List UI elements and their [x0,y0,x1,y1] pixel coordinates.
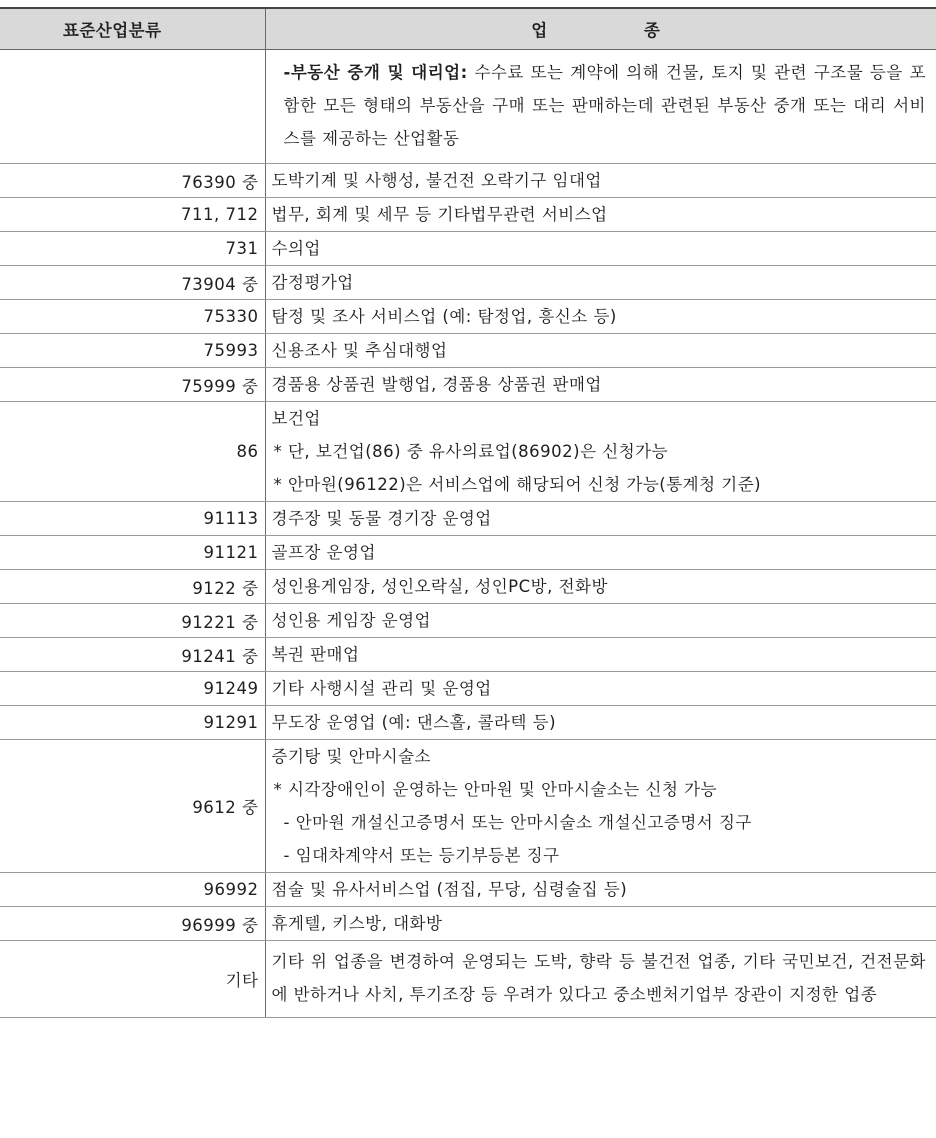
other-desc [265,941,936,1018]
row-code: 9612 중 [0,740,265,873]
row-code: 96999 중 [0,907,265,941]
other-code: 기타 [0,941,265,1018]
row-desc [265,334,936,368]
row-code: 73904 중 [0,266,265,300]
row-desc [265,368,936,402]
row-code: 91113 [0,502,265,536]
table-row [0,638,936,672]
row-code: 91249 [0,672,265,706]
row-desc [265,706,936,740]
row-code: 91221 중 [0,604,265,638]
row-desc-line: 경주장 및 동물 경기장 운영업 [271,509,492,528]
row-desc-line: 휴게텔, 키스방, 대화방 [271,914,443,933]
row-desc [265,232,936,266]
table-row [0,266,936,300]
table-row [0,873,936,907]
table-row [0,334,936,368]
row-note-line: * 단, 보건업(86) 중 유사의료업(86902)은 신청가능 [273,442,669,461]
row-desc-line: 기타 사행시설 관리 및 운영업 [271,679,492,698]
row-desc-line: 성인용게임장, 성인오락실, 성인PC방, 전화방 [271,577,608,596]
row-desc-line: 탐정 및 조사 서비스업 (예: 탐정업, 흥신소 등) [271,307,617,326]
row-code: 711, 712 [0,198,265,232]
row-code: 9122 중 [0,570,265,604]
table-header [0,8,936,50]
row-desc [265,198,936,232]
header-industry: 업 종 [265,8,936,50]
other-paragraph: 기타 위 업종을 변경하여 운영되는 도박, 향락 등 불건전 업종, 기타 국민보건, 건전문화에 반하거나 사치, 투기조장 등 우려가 있다고 중소벤처기업부 장관이 지정한 업종 [271,952,926,1004]
intro-code-cell [0,50,265,164]
table-row [0,402,936,502]
row-desc [265,266,936,300]
intro-lead: -부동산 중개 및 대리업: [283,63,468,82]
row-code: 91291 [0,706,265,740]
row-code: 86 [0,402,265,502]
row-note-line: * 안마원(96122)은 서비스업에 해당되어 신청 가능(통계청 기준) [273,475,762,494]
row-desc [265,300,936,334]
table-row [0,232,936,266]
intro-row [0,50,936,164]
table-row [0,740,936,873]
row-desc-line: 경품용 상품권 발행업, 경품용 상품권 판매업 [271,375,602,394]
row-desc-line: 증기탕 및 안마시술소 [271,747,431,766]
intro-text: 수수료 또는 계약에 의해 건물, 토지 및 관련 구조물 등을 포함한 모든 형태의 부동산을 구매 또는 판매하는데 관련된 부동산 중개 또는 대리 서비스를 제공하는 산업활동 [283,63,926,148]
row-desc [265,672,936,706]
table-row [0,604,936,638]
row-desc [265,164,936,198]
other-row [0,941,936,1018]
row-subnote-line: - 임대차계약서 또는 등기부등본 징구 [283,846,560,865]
row-desc-line: 수의업 [271,239,321,258]
row-note-line: * 시각장애인이 운영하는 안마원 및 안마시술소는 신청 가능 [273,780,717,799]
row-code: 75330 [0,300,265,334]
row-code: 75993 [0,334,265,368]
row-desc-line: 보건업 [271,409,321,428]
row-desc-line: 신용조사 및 추심대행업 [271,341,448,360]
row-desc-line: 점술 및 유사서비스업 (점집, 무당, 심령술집 등) [271,880,628,899]
row-desc-line: 법무, 회계 및 세무 등 기타법무관련 서비스업 [271,205,608,224]
row-desc-line: 도박기계 및 사행성, 불건전 오락기구 임대업 [271,171,602,190]
row-desc [265,740,936,873]
intro-paragraph [284,50,927,163]
row-code: 75999 중 [0,368,265,402]
row-desc [265,570,936,604]
table-row [0,706,936,740]
row-desc [265,502,936,536]
table-row [0,368,936,402]
table-row [0,672,936,706]
table-row [0,300,936,334]
table-row [0,907,936,941]
row-desc [265,536,936,570]
row-desc-line: 무도장 운영업 (예: 댄스홀, 콜라텍 등) [271,713,557,732]
row-desc [265,402,936,502]
table-row [0,164,936,198]
row-desc [265,604,936,638]
row-code: 731 [0,232,265,266]
restricted-industries-table [0,7,936,1018]
row-code: 91121 [0,536,265,570]
table-row [0,198,936,232]
intro-desc-cell [265,50,936,164]
row-desc-line: 감정평가업 [271,273,354,292]
row-desc [265,638,936,672]
row-desc [265,873,936,907]
row-subnote-line: - 안마원 개설신고증명서 또는 안마시술소 개설신고증명서 징구 [283,813,752,832]
table-row [0,536,936,570]
row-desc-line: 복권 판매업 [271,645,360,664]
table-row [0,570,936,604]
row-desc-line: 성인용 게임장 운영업 [271,611,431,630]
row-code: 91241 중 [0,638,265,672]
header-code: 표준산업분류 [0,8,265,50]
row-code: 96992 [0,873,265,907]
row-code: 76390 중 [0,164,265,198]
row-desc [265,907,936,941]
table-row [0,502,936,536]
row-desc-line: 골프장 운영업 [271,543,376,562]
